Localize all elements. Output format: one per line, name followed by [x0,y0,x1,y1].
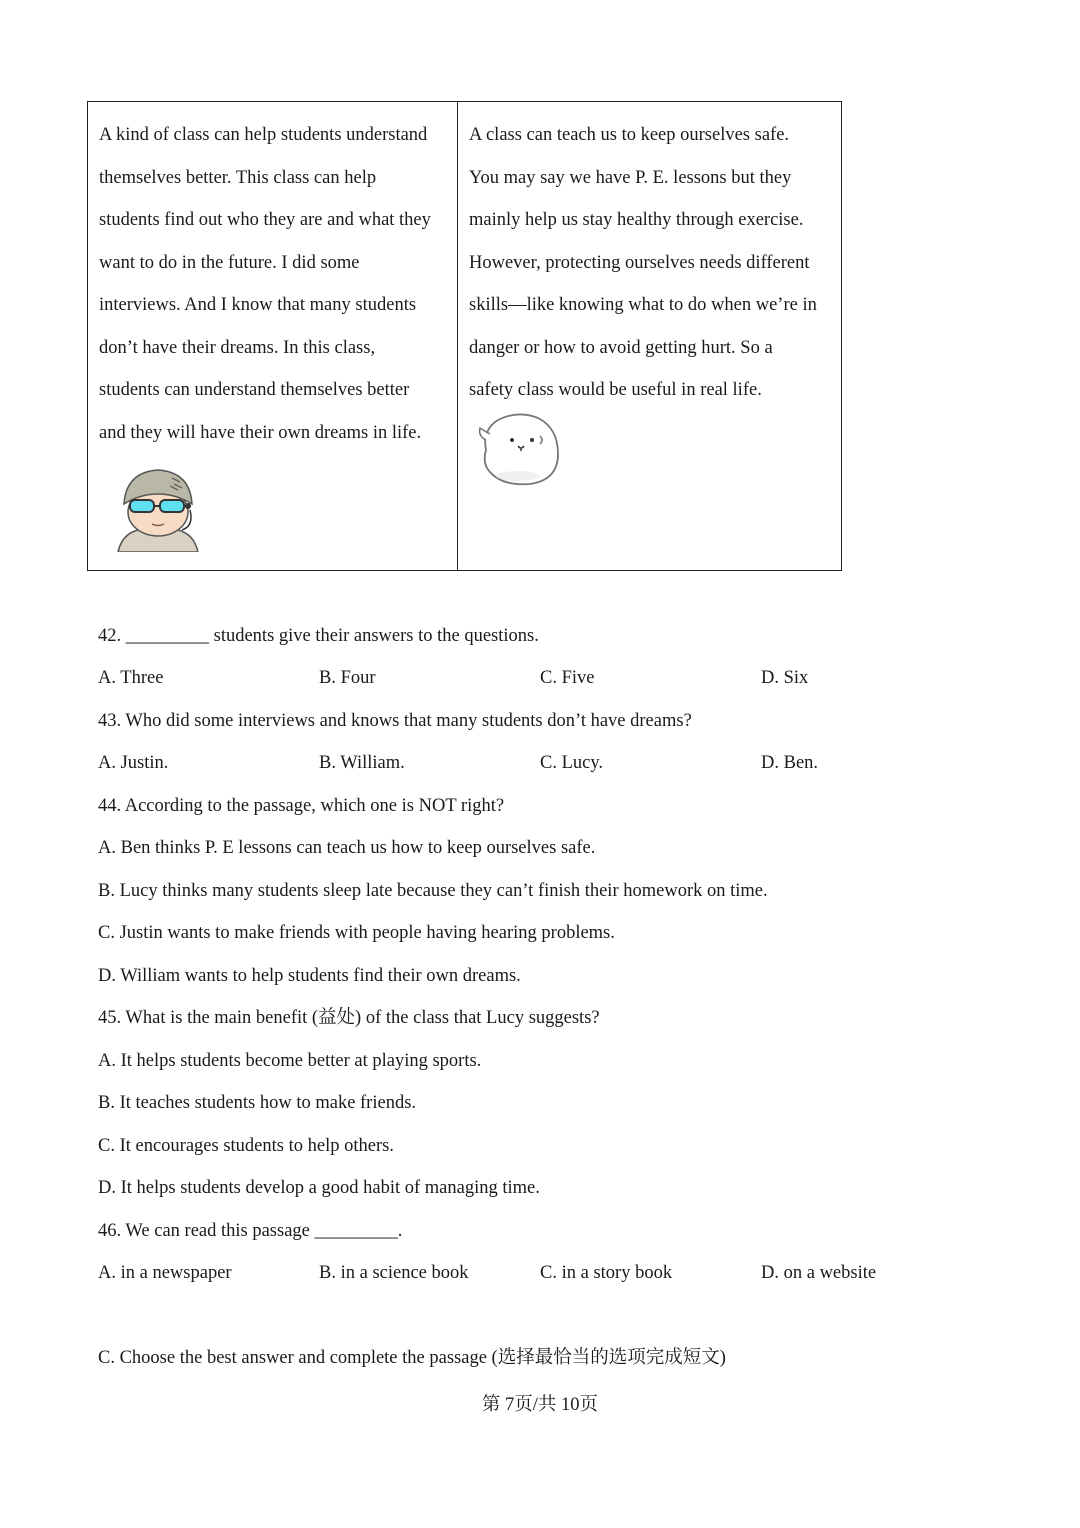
option-c[interactable]: C. It encourages students to help others. [98,1136,394,1156]
option-b[interactable]: B. William. [319,753,405,773]
question-42-stem: 42. _________ students give their answers to the questions. [98,626,539,646]
option-d[interactable]: D. William wants to help students find their own dreams. [98,966,521,986]
passage-line: However, protecting ourselves needs different [469,252,810,273]
option-b[interactable]: B. in a science book [319,1263,469,1283]
passage-line: mainly help us stay healthy through exercise. [469,210,804,230]
passage-line: want to do in the future. I did some [99,252,360,273]
passage-line: interviews. And I know that many students [99,295,417,315]
passage-line: A kind of class can help students understand [99,125,428,145]
passage-table [87,101,842,571]
passage-line: skills—like knowing what to do when we’re in [469,295,817,315]
passage-line: safety class would be useful in real life. [469,380,762,400]
option-a[interactable]: A. Justin. [98,753,169,773]
option-c[interactable]: C. in a story book [540,1263,673,1283]
question-45-stem: 45. What is the main benefit (益处) of the class that Lucy suggests? [98,1008,600,1028]
option-b[interactable]: B. Lucy thinks many students sleep late because they can’t finish their homework on time. [98,881,768,901]
option-b[interactable]: B. Four [319,668,376,688]
question-42-options [98,666,958,690]
passage-line: and they will have their own dreams in life. [99,422,422,443]
option-b[interactable]: B. It teaches students how to make friends. [98,1093,417,1113]
passage-line: students find out who they are and what they [99,210,431,230]
passage-line: danger or how to avoid getting hurt. So a [469,337,773,358]
option-a[interactable]: A. in a newspaper [98,1263,232,1283]
option-a[interactable]: A. Three [98,668,164,688]
option-c[interactable]: C. Justin wants to make friends with people having hearing problems. [98,923,615,943]
option-d[interactable]: D. on a website [761,1263,877,1283]
soldier-avatar-icon [116,464,200,552]
passage-line: students can understand themselves better [99,380,410,400]
option-c[interactable]: C. Lucy. [540,753,604,773]
question-44-stem: 44. According to the passage, which one is NOT right? [98,796,505,816]
option-c[interactable]: C. Five [540,668,595,688]
option-d[interactable]: D. Ben. [761,753,819,773]
passage-line: themselves better. This class can help [99,167,377,188]
passage-line: You may say we have P. E. lessons but they [469,167,792,188]
question-46-stem: 46. We can read this passage _________. [98,1221,403,1241]
option-d[interactable]: D. Six [761,668,809,688]
passage-line: don’t have their dreams. In this class, [99,337,376,358]
passage-line: A class can teach us to keep ourselves safe. [469,125,790,145]
seal-avatar-icon [478,410,564,488]
question-46-options [98,1261,958,1285]
page-number-footer: 第 7页/共 10页 [481,1395,599,1415]
passage-cell-william [88,102,458,570]
question-43-stem: 43. Who did some interviews and knows that many students don’t have dreams? [98,711,692,731]
option-d[interactable]: D. It helps students develop a good habit of managing time. [98,1178,540,1198]
passage-cell-ben [458,102,841,570]
question-43-options [98,751,958,775]
section-c-heading: C. Choose the best answer and complete the passage (选择最恰当的选项完成短文) [98,1348,726,1368]
option-a[interactable]: A. It helps students become better at playing sports. [98,1051,482,1071]
option-a[interactable]: A. Ben thinks P. E lessons can teach us how to keep ourselves safe. [98,838,596,858]
